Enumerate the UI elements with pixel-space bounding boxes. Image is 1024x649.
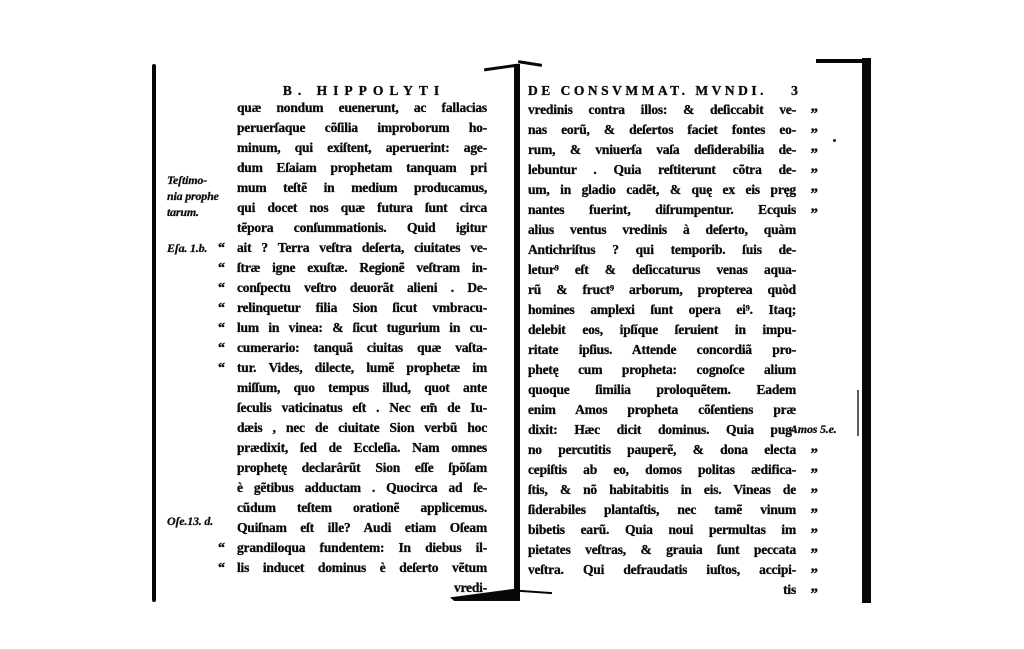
text-line-content: lum in vinea: & ſicut tugurium in cu-: [237, 320, 487, 335]
text-line-content: vredinis contra illos: & deſiccabit ve-: [528, 102, 796, 117]
margin-quote-mark: “: [218, 341, 225, 356]
left-text-column: [218, 98, 487, 598]
text-line-content: ſiderabiles plantaſtis, nec tamẽ vinum: [528, 502, 796, 517]
margin-quote-mark: ”: [810, 446, 818, 462]
margin-note-line: tarum.: [167, 205, 199, 219]
text-line: [237, 178, 487, 198]
margin-quote-mark: “: [218, 301, 225, 316]
text-line: [218, 278, 487, 298]
margin-quote-mark: ”: [810, 506, 818, 522]
text-line: [528, 320, 796, 340]
text-line-content: vredi-: [453, 580, 487, 595]
margin-quote-mark: “: [218, 561, 225, 576]
text-line: [528, 560, 818, 582]
margin-quote-mark: “: [218, 361, 225, 376]
text-line-content: prædixit, ſed de Eccleſia. Nam omnes: [237, 440, 487, 455]
text-line: [218, 358, 487, 378]
text-line-content: enim Amos propheta cõſentiens præ: [528, 402, 796, 417]
text-line: [528, 380, 796, 400]
text-line: [528, 100, 818, 122]
right-page-edge-line: [862, 58, 871, 603]
text-line-content: letur⁹ eſt & deſiccaturus venas aqua-: [528, 262, 796, 277]
text-line: [528, 400, 796, 420]
text-line-content: rũ & fruct⁹ arborum, propterea quòd: [528, 282, 796, 297]
margin-note-line: Amos 5.e.: [790, 422, 837, 436]
text-line: [218, 258, 487, 278]
margin-quote-mark: “: [218, 321, 225, 336]
text-line: [218, 238, 487, 258]
text-line-content: grandiloqua fundentem: In diebus il-: [237, 540, 487, 555]
margin-quote-mark: ”: [810, 126, 818, 142]
text-line: [528, 500, 818, 522]
gutter-top-shadow-right: [518, 60, 542, 67]
text-line: [218, 338, 487, 358]
margin-note-line: nia prophe: [167, 189, 219, 203]
text-line: [237, 498, 487, 518]
text-line-content: cepiſtis ab eo, domos politas ædifica-: [528, 462, 796, 477]
text-line: [528, 520, 818, 542]
text-line-content: cumerario: tanquã ciuitas quæ vaſta-: [237, 340, 487, 355]
text-line: [528, 140, 818, 162]
margin-quote-mark: ”: [810, 486, 818, 502]
text-line: [528, 360, 796, 380]
catchword-line: [237, 578, 487, 598]
text-line: [237, 438, 487, 458]
text-line-content: alius ventus vredinis à deſerto, quàm: [528, 222, 796, 237]
text-line-content: minum, qui exiſtent, aperuerint: age-: [237, 140, 487, 155]
text-line: [237, 158, 487, 178]
text-line: [237, 118, 487, 138]
text-line: [237, 138, 487, 158]
text-line-content: delebit eos, ipſíque ſeruient in impu-: [528, 322, 796, 337]
text-line: [237, 98, 487, 118]
text-line: [528, 460, 818, 482]
text-line-content: quæ nondum euenerunt, ac fallacias: [237, 100, 487, 115]
text-line-content: Antichriſtus ? qui temporib. ſuis de-: [528, 242, 796, 257]
text-line-content: nas eorũ, & deſertos faciet fontes eo-: [528, 122, 796, 137]
right-page-top-edge-line: [816, 59, 865, 63]
folio-number: 3: [791, 84, 798, 99]
text-line-content: tẽpora conſummationis. Quid igitur: [237, 220, 487, 235]
margin-quote-mark: ”: [810, 106, 818, 122]
margin-quote-mark: “: [218, 261, 225, 276]
text-line-content: qui docet nos quæ futura ſunt circa: [237, 200, 487, 215]
text-line: [237, 198, 487, 218]
text-line-content: ſtis, & nõ habitabitis in eis. Vineas de: [528, 482, 796, 497]
margin-quote-mark: ”: [810, 546, 818, 562]
text-line-content: relinquetur filia Sion ſicut vmbracu-: [237, 300, 487, 315]
margin-quote-mark: ”: [810, 526, 818, 542]
text-line: [528, 440, 818, 462]
catchword-line: [528, 580, 818, 602]
margin-quote-mark: “: [218, 541, 225, 556]
right-running-head: [528, 83, 796, 99]
text-line-content: miſſum, quo tempus illud, quot ante: [237, 380, 487, 395]
text-line: [218, 298, 487, 318]
text-line: [528, 220, 796, 240]
text-line-content: mum teſtẽ in medium producamus,: [237, 180, 487, 195]
text-line-content: cũdum teſtem orationẽ applicemus.: [237, 500, 487, 515]
text-line-content: bibetis earũ. Quia noui permultas im: [528, 522, 796, 537]
text-line-content: phetę cum propheta: cognoſce alium: [528, 362, 796, 377]
text-line: [218, 318, 487, 338]
text-line: [528, 160, 818, 182]
left-running-head: B. HIPPOLYTI: [282, 83, 446, 98]
margin-note: [790, 421, 837, 437]
text-line-content: lebuntur . Quia reſtiterunt cõtra de-: [528, 162, 796, 177]
text-line: [237, 398, 487, 418]
text-line: [528, 180, 818, 202]
margin-quote-mark: “: [218, 241, 225, 256]
margin-note-line: Eſa. 1.b.: [167, 241, 208, 255]
text-line-content: pietates veſtras, & grauia ſunt peccata: [528, 542, 796, 557]
margin-quote-mark: ”: [810, 566, 818, 582]
text-line: [528, 240, 796, 260]
text-line: [237, 478, 487, 498]
text-line: [237, 458, 487, 478]
text-line-content: um, in gladio cadẽt, & quę ex eis pręg: [528, 182, 796, 197]
text-line-content: lis inducet dominus è deſerto vẽtum: [237, 560, 487, 575]
text-line-content: dixit: Hæc dicit dominus. Quia pug-: [528, 422, 796, 437]
right-running-head-title: DE CONSVMMAT. MVNDI.: [528, 83, 767, 98]
text-line: [237, 218, 487, 238]
text-line: [528, 340, 796, 360]
margin-quote-mark: ”: [810, 166, 818, 182]
ink-speck: [833, 139, 836, 142]
text-line-content: rum, & vniuerſa vaſa deſiderabilia de-: [528, 142, 796, 157]
gutter-top-shadow-left: [484, 64, 518, 72]
text-line-content: dum Eſaiam prophetam tanquam pri: [237, 160, 487, 175]
text-line: [237, 518, 487, 538]
text-line: [237, 378, 487, 398]
text-line: [528, 200, 818, 222]
text-line-content: peruerſaque cõſilia improborum ho-: [237, 120, 487, 135]
text-line-content: ſeculis vaticinatus eſt . Nec em̃ de Iu-: [237, 400, 487, 415]
text-line: [528, 120, 818, 142]
text-line: [528, 540, 818, 562]
text-line: [218, 558, 487, 578]
text-line-content: ſtræ igne exuſtæ. Regionẽ veſtram in-: [237, 260, 487, 275]
text-line: [237, 418, 487, 438]
margin-note: [167, 513, 213, 529]
page-edge-mark: [857, 390, 859, 436]
margin-quote-mark: ”: [810, 586, 818, 602]
text-line-content: Quiſnam eſt ille? Audi etiam Oſeam: [237, 520, 487, 535]
margin-note-line: Oſe.13. d.: [167, 514, 213, 528]
margin-note-line: Teſtimo-: [167, 173, 207, 187]
margin-note: [167, 172, 219, 220]
text-line-content: no percutitis pauperẽ, & dona electa: [528, 442, 796, 457]
text-line: [218, 538, 487, 558]
text-line-content: ait ? Terra veſtra deſerta, ciuitates ve-: [237, 240, 487, 255]
text-line: [528, 280, 796, 300]
text-line: [528, 260, 796, 280]
margin-note: [167, 240, 207, 256]
text-line-content: è gẽtibus adductam . Quocirca ad ſe-: [237, 480, 487, 495]
margin-quote-mark: ”: [810, 206, 818, 222]
text-line: [528, 480, 818, 502]
text-line-content: prophetę declarârũt Sion eſſe ſpõſam: [237, 460, 487, 475]
margin-quote-mark: “: [218, 281, 225, 296]
text-line-content: conſpectu veſtro deuorãt alieni . De-: [237, 280, 487, 295]
left-page-edge-line: [152, 64, 156, 602]
text-line-content: dæis , nec de ciuitate Sion verbũ hoc: [237, 420, 487, 435]
text-line-content: tur. Vides, dilecte, lumẽ prophetæ im: [237, 360, 487, 375]
text-line-content: homines amplexi ſunt opera ei⁹. Itaq;: [528, 302, 796, 317]
text-line-content: veſtra. Qui defraudatis iuſtos, accipi-: [528, 562, 796, 577]
margin-quote-mark: ”: [810, 466, 818, 482]
margin-quote-mark: ”: [810, 186, 818, 202]
text-line-content: nantes fuerint, diſrumpentur. Ecquis: [528, 202, 796, 217]
text-line-content: tis: [783, 582, 796, 597]
text-line: [528, 420, 796, 440]
text-line-content: ritate ipſius. Attende concordiã pro-: [528, 342, 796, 357]
margin-quote-mark: ”: [810, 146, 818, 162]
text-line-content: quoque ſimilia proloquẽtem. Eadem: [528, 382, 796, 397]
book-gutter-line: [514, 64, 520, 595]
text-line: [528, 300, 796, 320]
